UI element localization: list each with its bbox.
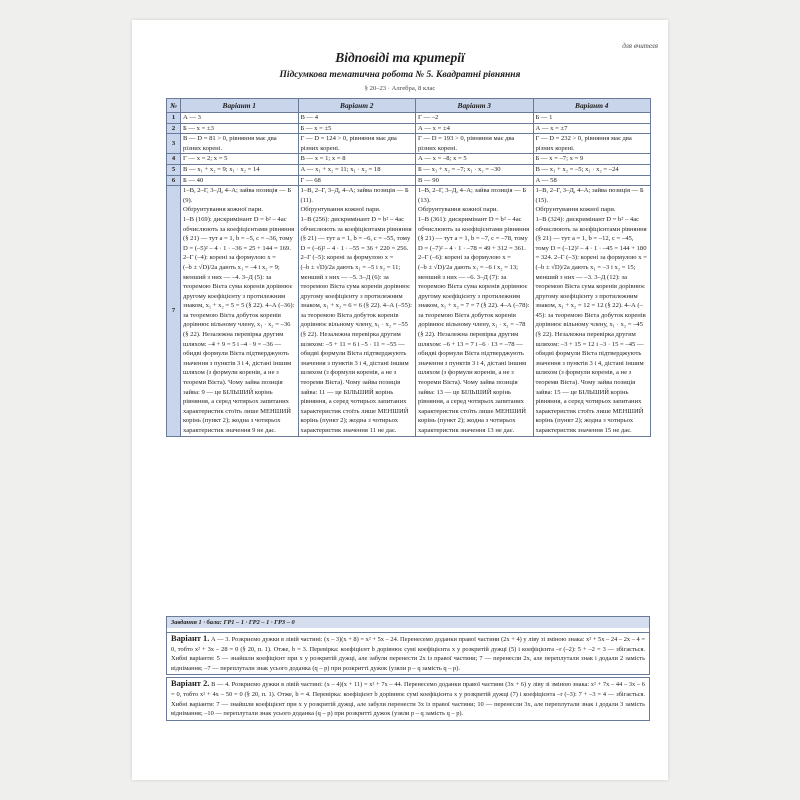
variant-explanation: А — 3. Розкриємо дужки в лівій частині: (x – 3)(x + 8) = x² + 5x – 24. Перенесемо доданки правої частини (2x + 4) у ліву зі зміною знака: x² + 5x – 24 – 2x – 4 = 0, тобто x² + 3x – 28 = 0 (§ 20, п. 1). Отже, b = 3. Перевірка: коефіцієнт b дорівнює сумі коефіцієнта x у розкритій дужці (5) і коефіцієнта –r (–2): 5 + –2 = 3 — збігається. Хибні варіанти: 5 — знайшли коефіцієнт при x у розкритій дужці, але забули перенести 2x із правої частини; 7 — перенесли 2x, але переплутали знак і додали 2 замість віднімання; –7 — переплутали знак усього доданка (q – p) при розкритті дужок (узяли p – q замість q – p). <box>171 636 645 672</box>
answer-cell: Г — D = 232 > 0, рівняння має два різних корені. <box>533 134 651 154</box>
answer-cell: А — x = ±4 <box>416 123 534 134</box>
table-row <box>167 123 651 134</box>
answer-cell: А — x₁ + x₂ = 11; x₁ · x₂ = 18 <box>298 164 416 175</box>
row-number: 4 <box>167 154 181 165</box>
answer-cell: Г — 68 <box>298 175 416 186</box>
answer-cell: В — D = 81 > 0, рівняння має два різних корені. <box>181 134 299 154</box>
table-header-row <box>167 99 651 113</box>
answer-cell: Г — D = 124 > 0, рівняння має два різних корені. <box>298 134 416 154</box>
row-number: 6 <box>167 175 181 186</box>
row-number: 2 <box>167 123 181 134</box>
answer-cell: В — x = 1; x = 8 <box>298 154 416 165</box>
answer-cell: Б — x₁ + x₂ = –7; x₁ · x₂ = –30 <box>416 164 534 175</box>
page-title: Відповіді та критерії <box>335 50 465 65</box>
column-header-variant-1: Варіант 1 <box>181 99 299 113</box>
column-header-variant-2: Варіант 2 <box>298 99 416 113</box>
document-page <box>132 20 668 780</box>
answer-cell: А — x = ±7 <box>533 123 651 134</box>
criteria-variant-2 <box>166 677 650 720</box>
column-header-variant-3: Варіант 3 <box>416 99 534 113</box>
answer-cell: Б — 1 <box>533 113 651 124</box>
table-row <box>167 134 651 154</box>
answer-cell: 1–В, 2–Г, 3–Д, 4–А; зайва позиція — Б (13). Обґрунтування кожної пари. 1–В (361): дискримінант D = b² – 4ac обчислюють за коефіцієнтами рівняння (§ 21) — тут a = 1, b = –7, c = –78, тому D = (–7)² – 4 · 1 · –78 = 49 + 312 = 361. 2–Г (–6): корені за формулою x = (–b ± √D)/2a дають x₁ = –6 і x₂ = 13; менший з них — –6. 3–Д (7): за теоремою Вієта сума коренів дорівнює другому коефіцієнту з протилежним знаком, x₁ + x₂ = 7 = 7 (§ 22). 4–А (–78): за теоремою Вієта добуток коренів дорівнює вільному члену, x₁ · x₂ = –78 (§ 22). Незалежна перевірка другим шляхом: –6 + 13 = 7 і –6 · 13 = –78 — обидві формули Вієта підтверджують значення з пунктів 3 і 4, дістані іншим шляхом (з формули коренів, а не з теореми Вієта). Чому зайва позиція зайва: 13 — це БІЛЬШИЙ корінь рівняння, а серед чотирьох запитаних характеристик стоїть лише МЕНШИЙ корінь (пункт 2); жодна з чотирьох характеристик значення 13 не дає. <box>416 186 534 436</box>
answer-cell: 1–В, 2–Г, 3–Д, 4–А; зайва позиція — Б (9). Обґрунтування кожної пари. 1–В (169): дискримінант D = b² – 4ac обчислюють за коефіцієнтами рівняння (§ 21) — тут a = 1, b = –5, c = –36, тому D = (–5)² – 4 · 1 · –36 = 25 + 144 = 169. 2–Г (–4): корені за формулою x = (–b ± √D)/2a дають x₁ = –4 і x₂ = 9; менший з них — –4. 3–Д (5): за теоремою Вієта сума коренів дорівнює другому коефіцієнту з протилежним знаком, x₁ + x₂ = 5 = 5 (§ 22). 4–А (–36): за теоремою Вієта добуток коренів дорівнює вільному члену, x₁ · x₂ = –36 (§ 22). Незалежна перевірка другим шляхом: –4 + 9 = 5 і –4 · 9 = –36 — обидві формули Вієта підтверджують значення з пунктів 3 і 4, дістані іншим шляхом (з формули коренів, а не з теореми Вієта). Чому зайва позиція зайва: 9 — це БІЛЬШИЙ корінь рівняння, а серед чотирьох запитаних характеристик стоїть лише МЕНШИЙ корінь (пункт 2); жодна з чотирьох характеристик значення 9 не дає. <box>181 186 299 436</box>
answer-cell: 1–В, 2–Г, 3–Д, 4–А; зайва позиція — Б (15). Обґрунтування кожної пари. 1–В (324): дискримінант D = b² – 4ac обчислюють за коефіцієнтами рівняння (§ 21) — тут a = 1, b = –12, c = –45, тому D = (–12)² – 4 · 1 · –45 = 144 + 180 = 324. 2–Г (–3): корені за формулою x = (–b ± √D)/2a дають x₁ = –3 і x₂ = 15; менший з них — –3. 3–Д (12): за теоремою Вієта сума коренів дорівнює другому коефіцієнту з протилежним знаком, x₁ + x₂ = 12 = 12 (§ 22). 4–А (–45): за теоремою Вієта добуток коренів дорівнює вільному члену, x₁ · x₂ = –45 (§ 22). Незалежна перевірка другим шляхом: –3 + 15 = 12 і –3 · 15 = –45 — обидві формули Вієта підтверджують значення з пунктів 3 і 4, дістані іншим шляхом (з формули коренів, а не з теореми Вієта). Чому зайва позиція зайва: 15 — це БІЛЬШИЙ корінь рівняння, а серед чотирьох запитаних характеристик стоїть лише МЕНШИЙ корінь (пункт 2); жодна з чотирьох характеристик значення 15 не дає. <box>533 186 651 436</box>
answer-cell: 1–В, 2–Г, 3–Д, 4–А; зайва позиція — Б (11). Обґрунтування кожної пари. 1–В (256): дискримінант D = b² – 4ac обчислюють за коефіцієнтами рівняння (§ 21) — тут a = 1, b = –6, c = –55, тому D = (–6)² – 4 · 1 · –55 = 36 + 220 = 256. 2–Г (–5): корені за формулою x = (–b ± √D)/2a дають x₁ = –5 і x₂ = 11; менший з них — –5. 3–Д (6): за теоремою Вієта сума коренів дорівнює другому коефіцієнту з протилежним знаком, x₁ + x₂ = 6 = 6 (§ 22). 4–А (–55): за теоремою Вієта добуток коренів дорівнює вільному члену, x₁ · x₂ = –55 (§ 22). Незалежна перевірка другим шляхом: –5 + 11 = 6 і –5 · 11 = –55 — обидві формули Вієта підтверджують значення з пунктів 3 і 4, дістані іншим шляхом (з формули коренів, а не з теореми Вієта). Чому зайва позиція зайва: 11 — це БІЛЬШИЙ корінь рівняння, а серед чотирьох запитаних характеристик стоїть лише МЕНШИЙ корінь (пункт 2); жодна з чотирьох характеристик значення 11 не дає. <box>298 186 416 436</box>
answer-cell: В — 90 <box>416 175 534 186</box>
section-note: § 20–23 · Алгебра, 8 клас <box>364 85 436 92</box>
answer-cell: В — x₁ + x₂ = –5; x₁ · x₂ = –24 <box>533 164 651 175</box>
answer-cell: А — 58 <box>533 175 651 186</box>
variant-explanation: В — 4. Розкриємо дужки в лівій частині: (x – 4)(x + 11) = x² + 7x – 44. Перенесемо доданки правої частини (3x + 6) у ліву зі зміною знака: x² + 7x – 44 – 3x – 6 = 0, тобто x² + 4x – 50 = 0 (§ 20, п. 1). Отже, b = 4. Перевірка: коефіцієнт b дорівнює сумі коефіцієнта x у розкритій дужці (7) і коефіцієнта –r (–3): 7 + –3 = 4 — збігається. Хибні варіанти: 7 — знайшли коефіцієнт при x у розкритій дужці, але забули перенести 3x із правої частини; 10 — перенесли 3x, але переплутали знак і додали 3 замість віднімання; –10 — переплутали знак усього доданка (q – p) при розкритті дужок (узяли p – q замість q – p). <box>171 681 645 718</box>
row-number: 5 <box>167 164 181 175</box>
page-subtitle: Підсумкова тематична робота № 5. Квадратні рівняння <box>279 70 521 80</box>
answer-cell: Г — x = 2; x = 5 <box>181 154 299 165</box>
table-row <box>167 154 651 165</box>
row-number: 1 <box>167 113 181 124</box>
answer-cell: Б — x = ±5 <box>298 123 416 134</box>
table-row <box>167 164 651 175</box>
answer-cell: Б — 40 <box>181 175 299 186</box>
criteria-section <box>166 616 650 721</box>
answer-cell: Г — –2 <box>416 113 534 124</box>
variant-label: Варіант 1. <box>171 634 210 643</box>
table-row <box>167 113 651 124</box>
row-number: 3 <box>167 134 181 154</box>
for-teacher-label: для вчителя <box>622 42 658 50</box>
answers-table <box>166 98 651 437</box>
answer-cell: Г — D = 193 > 0, рівняння має два різних корені. <box>416 134 534 154</box>
criteria-variant-1 <box>166 632 650 675</box>
criteria-heading: Завдання 1 · бали: ГР1 – 1 · ГР2 – 1 · ГР3 – 0 <box>166 616 650 628</box>
table-row <box>167 186 651 436</box>
table-row <box>167 175 651 186</box>
answer-cell: В — x₁ + x₂ = 9; x₁ · x₂ = 14 <box>181 164 299 175</box>
answer-cell: Б — x = –7; x = 9 <box>533 154 651 165</box>
answer-cell: В — 4 <box>298 113 416 124</box>
row-number: 7 <box>167 186 181 436</box>
column-header-number: № <box>167 99 181 113</box>
answer-cell: Б — x = ±3 <box>181 123 299 134</box>
column-header-variant-4: Варіант 4 <box>533 99 651 113</box>
variant-label: Варіант 2. <box>171 679 210 689</box>
answer-cell: А — 3 <box>181 113 299 124</box>
answer-cell: А — x = –8; x = 5 <box>416 154 534 165</box>
